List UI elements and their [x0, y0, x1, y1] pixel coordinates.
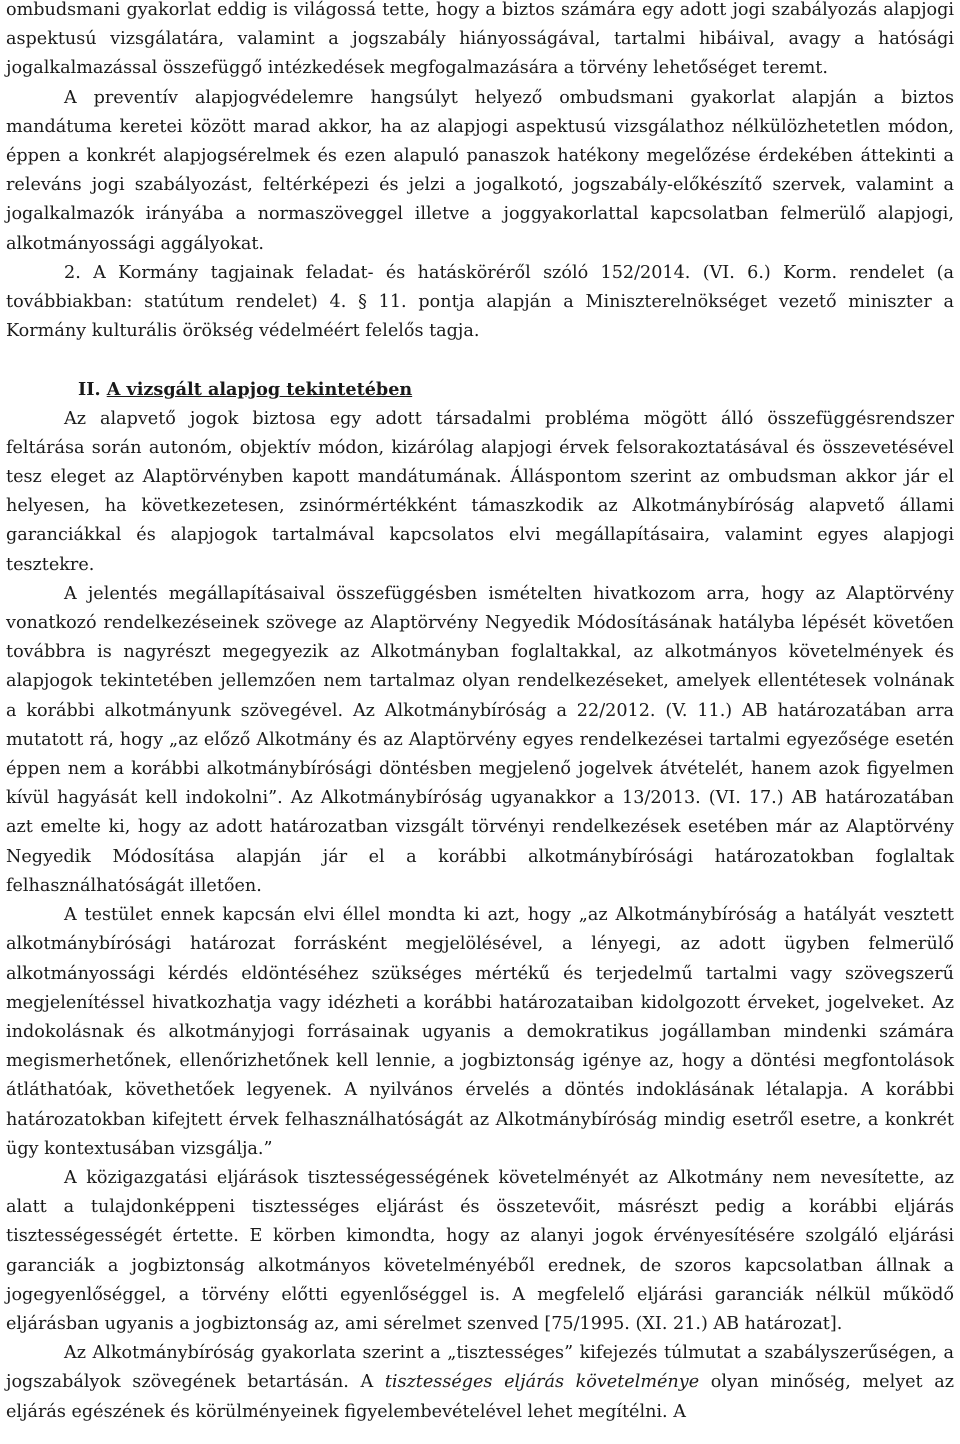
- section-heading-text: A vizsgált alapjog tekintetében: [106, 379, 413, 401]
- court-practice-text-end: olyan minőség, melyet az eljárás egészének és körülményeinek figyelembevételével lehet megítélni. A: [6, 1372, 954, 1422]
- paragraph-court-statement: A testület ennek kapcsán elvi éllel mondta ki azt, hogy „az Alkotmánybíróság a hatályát vesztett alkotmánybírósági határozat forrásként megjelölésével, a lényegi, az adott ügyben felmerülő alkotmányossági kérdés eldöntéséhez szükséges mértékű és terjedelmű tartalmi vagy szövegszerű megjelenítéssel hivatkozhatja vagy idézheti a korábbi határozataiban kidolgozott érveket, jogelveket. Az indokolásnak és alkotmányjogi forrásainak ugyanis a demokratikus jogállamban mindenki számára megismerhetőnek, ellenőrizhetőnek kell lennie, a jogbiztonság igénye az, hogy a döntési megfontolások átláthatóak, követhetőek legyenek. A nyilvános érvelés a döntés indoklásának létalapja. A korábbi határozatokban kifejtett érvek felhasználhatóságát az Alkotmánybíróság mindig esetről esetre, a konkrét ügy kontextusában vizsgálja.”: [6, 905, 954, 1159]
- court-practice-italic-term: tisztességes eljárás követelménye: [384, 1372, 700, 1393]
- numbered-item-2: 2. A Kormány tagjainak feladat- és hatásköréről szóló 152/2014. (VI. 6.) Korm. rendelet (a továbbiakban: statútum rendelet) 4. § 11. pontja alapján a Miniszterelnökséget vezető miniszter a Kormány kulturális örökség védelméért felelős tagja.: [6, 262, 954, 342]
- paragraph-administrative-procedures: A közigazgatási eljárások tisztességességének követelményét az Alkotmány nem nevesítette, az alatt a tulajdonképpeni tisztességes eljárást és összetevőit, másrészt pedig a korábbi eljárás tisztességességét értette. E körben kimondta, hogy az alanyi jogok érvényesítésére szolgáló eljárási garanciák a jogbiztonság alkotmányos követelményéből erednek, de szoros kapcsolatban állnak a jogegyenlőséggel, a törvény előtti egyenlőséggel is. A megfelelő eljárási garanciák nélkül működő eljárásban ugyanis a jogbiztonság az, ami sérelmet szenved [75/1995. (XI. 21.) AB határozat].: [6, 1167, 954, 1334]
- court-practice-text-start: Az Alkotmánybíróság gyakorlata szerint a „tisztességes” kifejezés túlmutat a szabályszerűségen, a jogszabályok szövegének betartásán. A: [6, 1343, 954, 1393]
- paragraph-report-findings: A jelentés megállapításaival összefüggésben ismételten hivatkozom arra, hogy az Alaptörvény vonatkozó rendelkezéseinek szövege az Alaptörvény Negyedik Módosításának hatályba lépését követően továbbra is nagyrészt megegyezik az Alkotmányban foglaltakkal, az alkotmányos követelmények és alapjogok tekintetében jellemzően nem tartalmaz olyan rendelkezéseket, amelyek ellentétesek volnának a korábbi alkotmányunk szövegével. Az Alkotmánybíróság a 22/2012. (V. 11.) AB határozatában arra mutatott rá, hogy „az előző Alkotmány és az Alaptörvény egyes rendelkezései tartalmi egyezősége esetén éppen nem a korábbi alkotmánybírósági döntésben megjelenő jogelvek átvételét, hanem azok figyelmen kívül hagyását kell indokolni”. Az Alkotmánybíróság ugyanakkor a 13/2013. (VI. 17.) AB határozatában azt emelte ki, hogy az adott határozatban vizsgált törvényi rendelkezések esetében már az Alaptörvény Negyedik Módosítása alapján jár el a korábbi alkotmánybírósági határozatokban foglaltak felhasználhatóságát illetően.: [6, 583, 954, 896]
- section-heading: [6, 375, 954, 404]
- paragraph-intro: ombudsmani gyakorlat eddig is világossá tette, hogy a biztos számára egy adott jogi szabályozás alapjogi aspektusú vizsgálatára, valamint a jogszabály hiányosságával, tartalmi hibáival, avagy a hatósági jogalkalmazással összefüggő intézkedések megfogalmazására a törvény lehetőséget teremt.: [6, 0, 954, 79]
- paragraph-preventive-protection: A preventív alapjogvédelemre hangsúlyt helyező ombudsmani gyakorlat alapján a biztos mandátuma keretei között marad akkor, ha az alapjogi aspektusú vizsgálathoz nélkülözhetetlen módon, éppen a konkrét alapjogsérelmek és ezen alapuló panaszok hatékony megelőzése érdekében áttekinti a releváns jogi szabályozást, feltérképezi és jelzi a jogalkotó, jogszabály-előkészítő szervek, valamint a jogalkalmazók irányába a normaszöveggel illetve a joggyakorlattal kapcsolatban felmerülő alapjogi, alkotmányossági aggályokat.: [6, 87, 954, 254]
- paragraph-fundamental-rights: Az alapvető jogok biztosa egy adott társadalmi probléma mögött álló összefüggésrendszer feltárása során autonóm, objektív módon, kizárólag alapjogi érvek felsorakoztatásával és összevetésével tesz eleget az Alaptörvényben kapott mandátumának. Álláspontom szerint az ombudsman akkor jár el helyesen, ha következetesen, zsinórmértékként támaszkodik az Alkotmánybíróság alapvető állami garanciákkal és alapjogok tartalmával kapcsolatos elvi megállapításaira, valamint egyes alapjogi tesztekre.: [6, 408, 954, 575]
- section-gap: [6, 346, 954, 375]
- paragraph-court-practice: [6, 1339, 954, 1427]
- section-heading-number: II.: [78, 379, 101, 401]
